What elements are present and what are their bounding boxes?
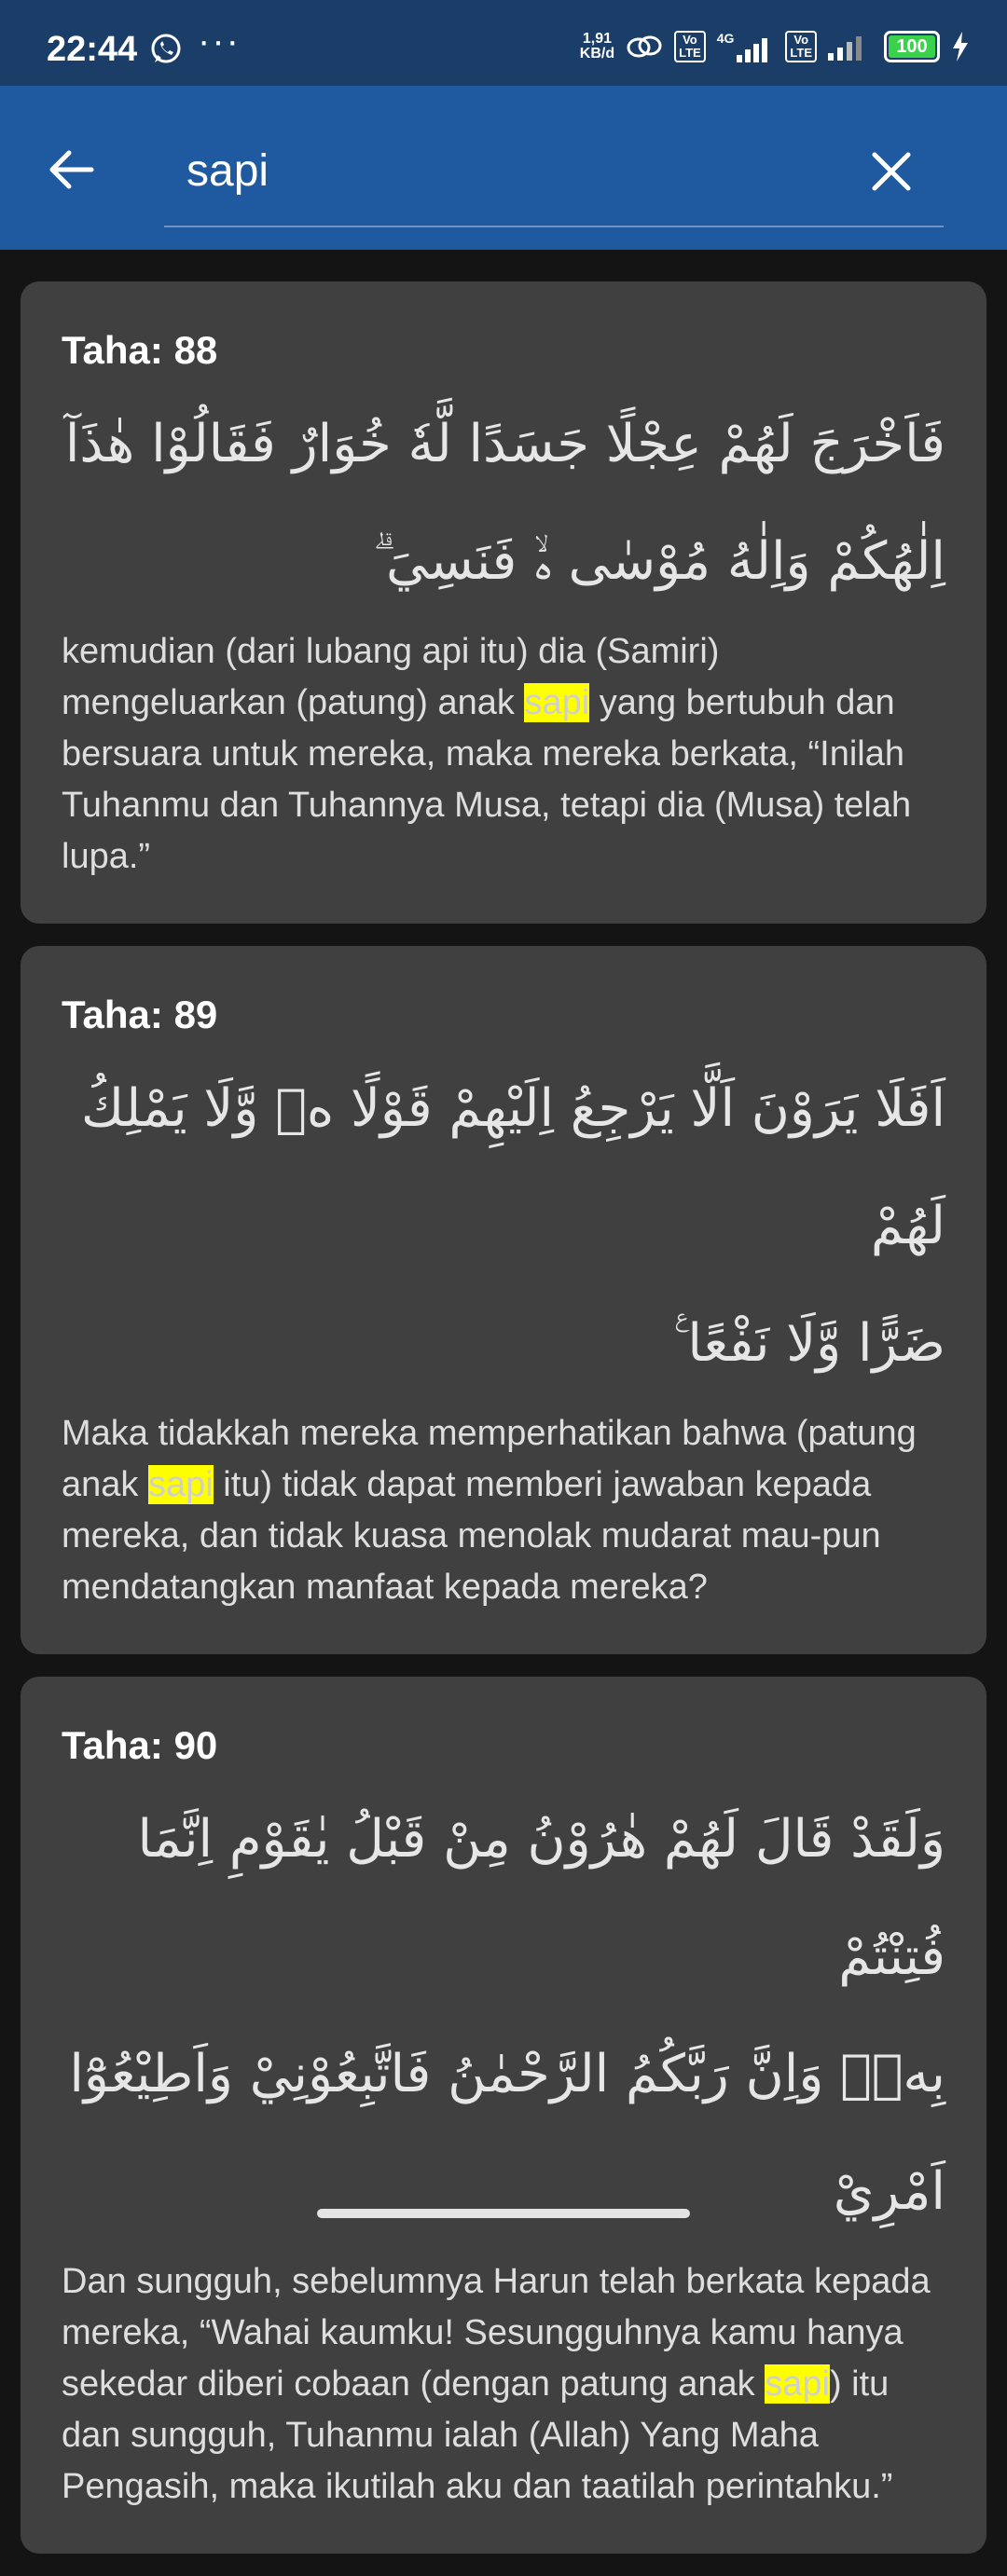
arabic-text — [62, 1050, 945, 1403]
arabic-line: فَاَخْرَجَ لَهُمْ عِجْلًا جَسَدًا لَّهٗ خُوَارٌ فَقَالُوْا هٰذَآ — [64, 414, 945, 474]
battery-indicator — [884, 31, 940, 62]
arabic-line: وَلَقَدْ قَالَ لَهُمْ هٰرُوْنُ مِنْ قَبْلُ يٰقَوْمِ اِنَّمَا فُتِنْتُمْ — [137, 1809, 945, 1987]
search-app-bar — [0, 86, 1007, 250]
translation-before: kemudian (dari lubang api itu) dia (Samiri) mengeluarkan (patung) anak — [62, 632, 720, 722]
net-speed-value: 1,91 — [582, 31, 613, 47]
battery-level: 100 — [896, 35, 928, 57]
close-icon — [871, 151, 912, 192]
arabic-line: اِلٰهُكُمْ وَاِلٰهُ مُوْسٰى ەۙ فَنَسِيَ ۗ — [372, 531, 945, 592]
verse-card[interactable] — [21, 946, 986, 1654]
arabic-line: اَفَلَا يَرَوْنَ اَلَّا يَرْجِعُ اِلَيْهِمْ قَوْلًا ەۙ وَّلَا يَمْلِكُ لَهُمْ — [80, 1078, 945, 1256]
volte-badge-1: Vo LTE — [674, 31, 706, 62]
translation-text — [62, 1408, 945, 1613]
signal-4g — [717, 31, 775, 62]
translation-after: itu) tidak dapat memberi jawaban kepada mereka, dan tidak kuasa menolak mudarat mau-pun mendatangkan manfaat kepada mereka? — [62, 1465, 881, 1607]
translation-after: yang bertubuh dan bersuara untuk mereka, maka mereka berkata, “Inilah Tuhanmu dan Tuhannya Musa, tetapi dia (Musa) telah lupa.” — [62, 683, 912, 876]
search-highlight: sapi — [524, 683, 590, 722]
verse-reference: Taha: 88 — [62, 328, 218, 372]
whatsapp-icon — [149, 33, 183, 66]
search-field — [164, 123, 944, 227]
arabic-line: بِهٖۚ وَاِنَّ رَبَّكُمُ الرَّحْمٰنُ فَاتَّبِعُوْنِيْ وَاَطِيْعُوْٓا اَمْرِيْ — [69, 2044, 945, 2222]
arabic-text — [62, 1781, 945, 2251]
net-speed-unit: KB/d — [579, 46, 615, 62]
network-type: 4G — [716, 31, 735, 46]
net-speed — [580, 32, 614, 62]
charging-bolt-icon — [951, 32, 970, 62]
arabic-text — [62, 386, 945, 621]
status-icons — [580, 28, 970, 65]
arabic-line: ضَرًّا وَّلَا نَفْعًا ࣖ — [674, 1313, 945, 1374]
signal-bars-weak-icon — [828, 33, 873, 61]
more-horizontal-icon: ··· — [198, 21, 241, 62]
signal-bars-icon — [737, 34, 774, 62]
search-highlight: sapi — [765, 2364, 830, 2404]
status-time: 22:44 — [47, 30, 138, 69]
search-highlight: sapi — [147, 1465, 214, 1504]
volte-badge-2: Vo LTE — [785, 31, 817, 62]
arrow-left-icon — [47, 149, 95, 190]
verse-reference: Taha: 90 — [62, 1723, 218, 1767]
translation-text — [62, 626, 945, 883]
hotspot-link-icon — [626, 33, 663, 61]
gesture-nav-handle[interactable] — [317, 2209, 690, 2218]
status-bar — [0, 0, 1007, 86]
clear-search-button[interactable] — [858, 142, 925, 201]
translation-before: Dan sungguh, sebelumnya Harun telah berkata kepada mereka, “Wahai kaumku! Sesungguhnya kamu hanya sekedar diberi cobaan (dengan patung anak — [62, 2262, 931, 2404]
verse-card[interactable] — [21, 281, 986, 924]
verse-reference: Taha: 89 — [62, 993, 218, 1036]
translation-before: Maka tidakkah mereka memperhatikan bahwa (patung anak — [62, 1414, 917, 1504]
translation-text — [62, 2256, 945, 2513]
translation-after: ) itu dan sungguh, Tuhanmu ialah (Allah) Yang Maha Pengasih, maka ikutilah aku dan taatilah perintahku.” — [62, 2364, 893, 2506]
search-results-list — [21, 281, 986, 2576]
back-button[interactable] — [34, 142, 108, 198]
search-input[interactable] — [185, 132, 841, 209]
verse-card[interactable] — [21, 1677, 986, 2554]
